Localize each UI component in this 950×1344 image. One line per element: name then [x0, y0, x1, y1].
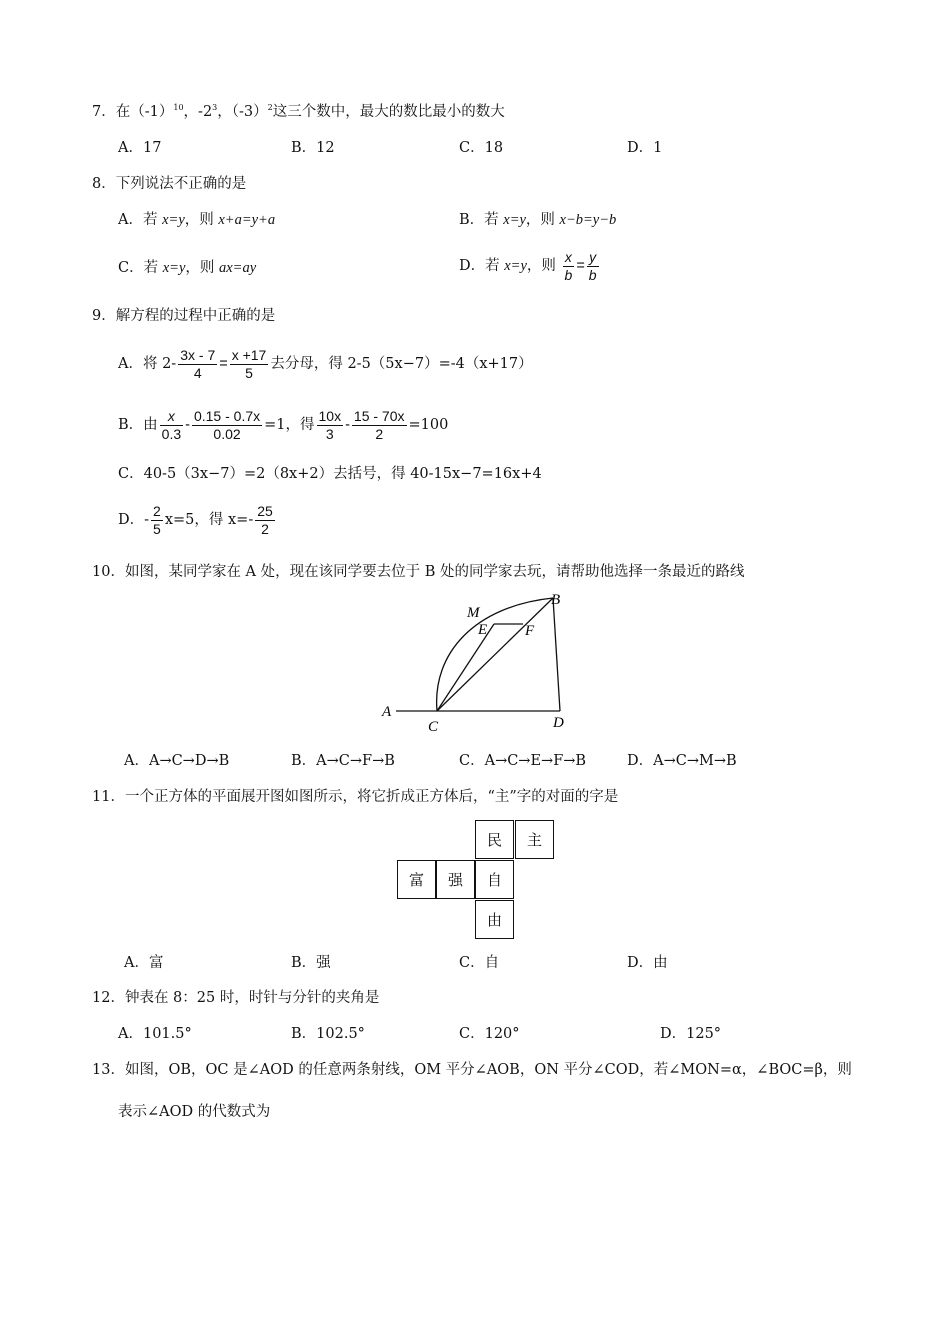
label-e: E — [478, 622, 488, 638]
q9-a-fraction-1: $\frac{3x - 7}{4}$ — [180, 346, 216, 381]
label-c: C — [428, 719, 439, 735]
q8-option-b[interactable]: B．若 x=y，则 x−b=y−b — [459, 212, 617, 228]
q12-stem: 12．钟表在 8：25 时，时针与分针的夹角是 — [92, 990, 380, 1006]
label-f: F — [525, 623, 535, 639]
q7-option-b[interactable]: B．12 — [291, 140, 335, 156]
q13-stem-line2: 表示∠AOD 的代数式为 — [118, 1104, 271, 1120]
q7-option-c[interactable]: C．18 — [459, 140, 504, 156]
q8-option-c[interactable]: C．若 x=y，则 ax=ay — [118, 260, 257, 276]
q9-d-fraction-1: $\frac{2}{5}$ — [153, 502, 161, 537]
q9-a-fraction-2: $\frac{x +17}{5}$ — [231, 346, 267, 381]
q11-option-d[interactable]: D．由 — [627, 955, 668, 971]
q9-option-a[interactable]: A．将 2- $\frac{3x - 7}{4}$ = $\frac{x +17}{5}$ 去分母，得 2-5（5x−7）=-4（x+17） — [118, 346, 533, 381]
cube-cell-you: 由 — [475, 900, 514, 939]
line-b-d — [553, 598, 560, 711]
q9-b-fraction-1: $\frac{x}{0.3}$ — [161, 407, 182, 442]
q7-stem: 7．在$(-1)^{10}$，$-2^3$，$(-3)^2$这三个数中，最大的数比最小的数大 — [92, 103, 505, 120]
q9-b-fraction-4: $\frac{15 - 70x}{2}$ — [353, 407, 405, 442]
q11-option-a[interactable]: A．富 — [124, 955, 164, 971]
q9-option-d[interactable]: D．- $\frac{2}{5}$ x=5，得 x=- $\frac{25}{2}$ — [118, 502, 273, 537]
q12-option-a[interactable]: A．101.5° — [118, 1026, 192, 1042]
q13-stem-line1: 13．如图，OB，OC 是∠AOD 的任意两条射线，OM 平分∠AOB，ON 平分∠COD，若∠MON=α，∠BOC=β，则 — [92, 1062, 852, 1078]
q8-option-d[interactable]: D．若 x=y，则 $\frac{x}{b}$ = $\frac{y}{b}$ — [459, 248, 597, 283]
q8-stem: 8．下列说法不正确的是 — [92, 176, 247, 192]
q10-stem: 10．如图，某同学家在 A 处，现在该同学要去位于 B 处的同学家去玩，请帮助他选择一条最近的路线 — [92, 564, 745, 580]
line-c-b — [437, 598, 553, 711]
q10-option-a[interactable]: A．A→C→D→B — [124, 753, 230, 769]
q10-option-b[interactable]: B．A→C→F→B — [291, 753, 395, 769]
q9-b-fraction-2: $\frac{0.15 - 0.7x}{0.02}$ — [193, 407, 261, 442]
q7-option-a[interactable]: A．17 — [118, 140, 162, 156]
label-d: D — [553, 715, 564, 731]
cube-cell-min: 民 — [475, 820, 514, 859]
q11-option-c[interactable]: C．自 — [459, 955, 500, 971]
q8-d-fraction-right: $\frac{y}{b}$ — [588, 248, 597, 283]
label-b: B — [551, 592, 561, 608]
q9-stem: 9．解方程的过程中正确的是 — [92, 308, 276, 324]
q8-option-a[interactable]: A．若 x=y，则 x+a=y+a — [118, 212, 276, 228]
cube-cell-fu: 富 — [397, 860, 436, 899]
q9-option-b[interactable]: B．由 $\frac{x}{0.3}$ - $\frac{0.15 - 0.7x}{0.02}$ =1，得 $\frac{10x}{3}$ - $\frac{15 - 70x}{2}$ =100 — [118, 407, 449, 442]
label-m: M — [467, 605, 480, 621]
q12-option-d[interactable]: D．125° — [660, 1026, 722, 1042]
q11-stem: 11．一个正方体的平面展开图如图所示，将它折成正方体后，“主”字的对面的字是 — [92, 789, 619, 805]
q8-d-fraction-left: $\frac{x}{b}$ — [564, 248, 573, 283]
q7-option-d[interactable]: D．1 — [627, 140, 663, 156]
q9-d-fraction-2: $\frac{25}{2}$ — [257, 502, 273, 537]
q12-option-b[interactable]: B．102.5° — [291, 1026, 365, 1042]
label-a: A — [382, 704, 392, 720]
q10-option-c[interactable]: C．A→C→E→F→B — [459, 753, 587, 769]
q11-option-b[interactable]: B．强 — [291, 955, 331, 971]
q9-b-fraction-3: $\frac{10x}{3}$ — [318, 407, 342, 442]
cube-cell-zi: 自 — [475, 860, 514, 899]
q9-option-c[interactable]: C．40-5（3x−7）=2（8x+2）去括号，得 40-15x−7=16x+4 — [118, 466, 542, 482]
q12-option-c[interactable]: C．120° — [459, 1026, 520, 1042]
cube-cell-qiang: 强 — [436, 860, 475, 899]
q10-option-d[interactable]: D．A→C→M→B — [627, 753, 737, 769]
q7-number: 7． — [92, 104, 116, 120]
q10-route-diagram — [370, 588, 590, 738]
cube-cell-zhu: 主 — [515, 820, 554, 859]
